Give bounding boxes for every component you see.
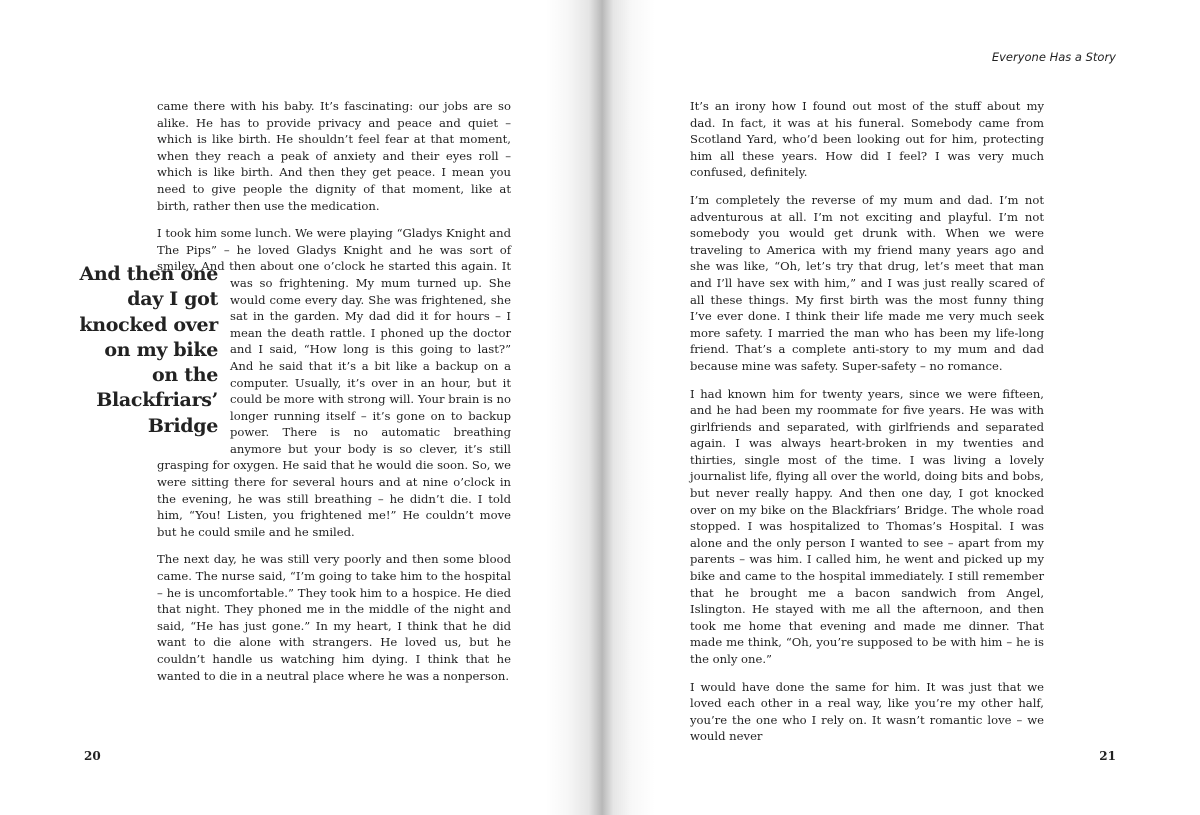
running-header: Everyone Has a Story — [991, 50, 1116, 64]
right-paragraph-2: I’m completely the reverse of my mum and dad. I’m not adventurous at all. I’m not exciting and playful. I’m not somebody you would get drunk with. When we were traveling to America with my friend many years ago and she was like, “Oh, let’s try that drug, let’s meet that man and I’ll have sex with him,” and I was just really scared of all these things. My first birth was the most funny thing I’ve ever done. I think their life made me very much seek more safety. I married the man who has been my life-long friend. That’s a complete anti-story to my mum and dad because mine was safety. Super-safety – no romance. — [690, 192, 1044, 373]
right-paragraph-4: I would have done the same for him. It was just that we loved each other in a real way, like you’re my other half, you’re the one who I rely on. It wasn’t romantic love – we would never — [690, 679, 1044, 744]
right-paragraph-3: I had known him for twenty years, since we were fifteen, and he had been my roommate for five years. He was with girlfriends and separated, with girlfriends and separated again. I was always heart-broken in my twenties and thirties, single most of the time. I was living a lovely journalist life, flying all over the world, doing bits and bobs, but never really happy. And then one day, I got knocked over on my bike on the Blackfriars’ Bridge. The whole road stopped. I was hospitalized to Thomas’s Hospital. I was alone and the only person I wanted to see – apart from my parents – was him. I called him, he went and picked up my bike and came to the hospital immediately. I still remember that he brought me a bacon sandwich from Angel, Islington. He stayed with me all the afternoon, and then took me home that evening and made me dinner. That made me think, “Oh, you’re supposed to be with him – he is the only one.” — [690, 386, 1044, 666]
page-number-left: 20 — [84, 749, 101, 763]
left-paragraph-1: came there with his baby. It’s fascinating: our jobs are so alike. He has to provide privacy and peace and quiet – which is like birth. He shouldn’t feel fear at that moment, when they reach a peak of anxiety and their eyes roll – which is like birth. And then they get peace. I mean you need to give people the dignity of that moment, like at birth, rather then use the medication. — [157, 99, 511, 213]
left-paragraph-2-text: I took him some lunch. We were playing “Gladys Knight and The Pips” – he loved Gladys Knight and he was sort of smiley. And then about one o’clock he started this again. It was so frightening. My mum turned up. She would come every day. She was frightened, she sat in the garden. My dad did it for hours – I mean the death rattle. I phoned up the doctor and I said, “How long is this going to last?” And he said that it’s a bit like a backup on a computer. Usually, it’s over in an hour, but it could be more with strong will. Your brain is no longer running itself – it’s gone on to backup power. There is no automatic breathing anymore but your body is so clever, it’s still grasping for oxygen. He said that he would die soon. So, we were sitting there for several hours and at nine o’clock in the evening, he was still breathing – he didn’t die. I told him, “You! Listen, you frightened me!” He couldn’t move but he could smile and he smiled. — [157, 226, 511, 539]
right-page-text-column — [690, 98, 1044, 756]
pull-quote: And then one day I got knocked over on my bike on the Blackfriars’ Bridge — [79, 263, 218, 437]
page-number-right: 21 — [1099, 749, 1116, 763]
left-paragraph-3: The next day, he was still very poorly and then some blood came. The nurse said, “I’m going to take him to the hospital – he is uncomfortable.” They took him to a hospice. He died that night. They phoned me in the middle of the night and said, “He has just gone.” In my heart, I think that he did want to die alone with strangers. He loved us, but he couldn’t handle us watching him dying. I think that he wanted to die in a neutral place where he was a nonperson. — [157, 552, 511, 683]
right-paragraph-1: It’s an irony how I found out most of the stuff about my dad. In fact, it was at his funeral. Somebody came from Scotland Yard, who’d been looking out for him, protecting him all these years. How did I feel? I was very much confused, definitely. — [690, 99, 1044, 180]
book-gutter-shadow — [545, 0, 655, 815]
